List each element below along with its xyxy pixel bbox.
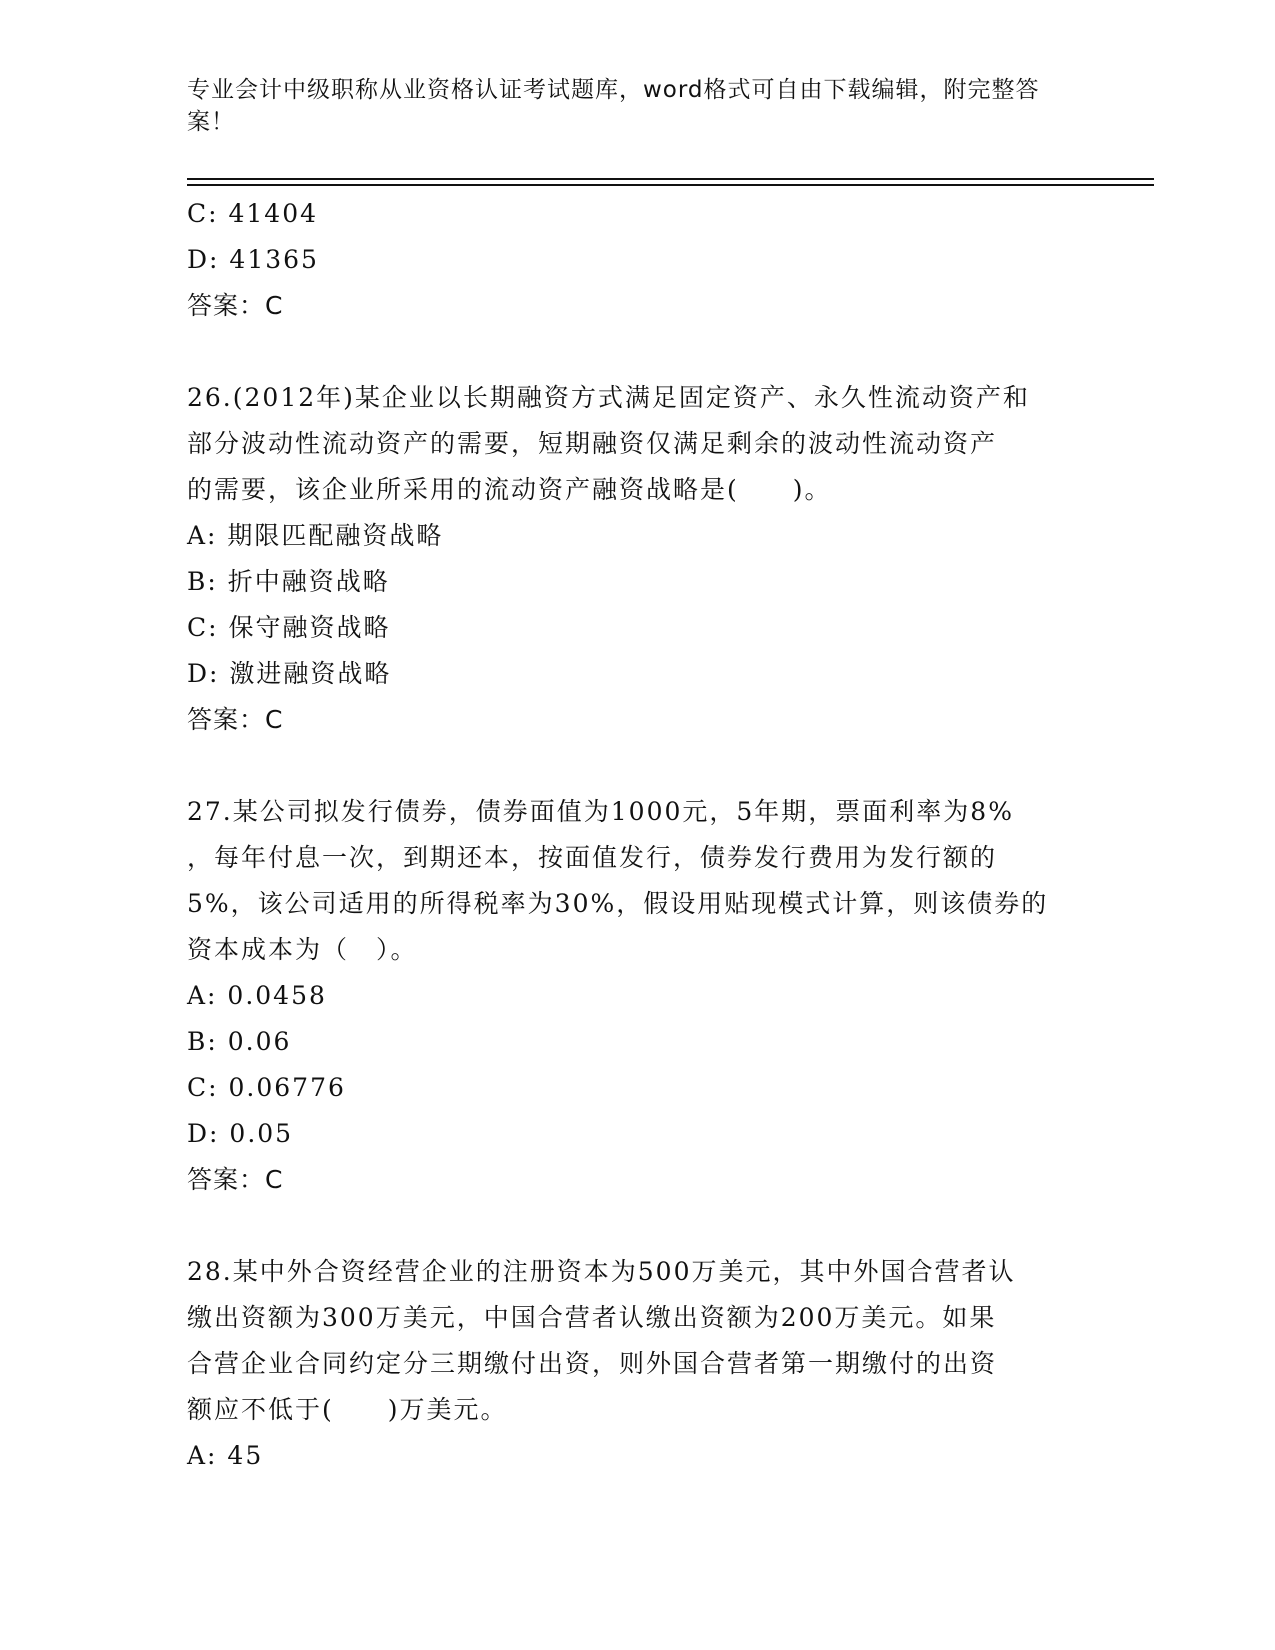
question-stem-line: 26.(2012年)某企业以长期融资方式满足固定资产、永久性流动资产和 [187,383,1030,412]
question-26 [187,375,1087,743]
question-27 [187,789,1087,1203]
document-body [187,191,1087,1479]
option-d: D: 0.05 [187,1119,294,1148]
option-a: A: 45 [187,1441,264,1470]
option-c: C: 保守融资战略 [187,613,391,642]
question-stem-line: 部分波动性流动资产的需要，短期融资仅满足剩余的波动性流动资产 [187,429,998,458]
header-rule [187,178,1154,180]
question-stem-line: 合营企业合同约定分三期缴付出资，则外国合营者第一期缴付的出资 [187,1349,998,1378]
question-stem-line: ，每年付息一次，到期还本，按面值发行，债券发行费用为发行额的 [187,843,998,872]
answer: 答案：C [187,705,284,734]
question-stem-line: 28.某中外合资经营企业的注册资本为500万美元，其中外国合营者认 [187,1257,1016,1286]
question-stem-line: 27.某公司拟发行债券，债券面值为1000元，5年期，票面利率为8% [187,797,1014,826]
question-stem-line: 的需要，该企业所采用的流动资产融资战略是( )。 [187,475,832,504]
header-rule [187,184,1154,186]
option-d: D: 激进融资战略 [187,659,392,688]
answer: 答案：C [187,1165,284,1194]
option-a: A: 0.0458 [187,981,327,1010]
option-c: C: 0.06776 [187,1073,346,1102]
question-28 [187,1249,1087,1479]
question-stem-line: 额应不低于( )万美元。 [187,1395,508,1424]
option-d: D: 41365 [187,245,319,274]
option-b: B: 0.06 [187,1027,292,1056]
continued-question [187,191,1087,329]
option-a: A: 期限匹配融资战略 [187,521,444,550]
question-stem-line: 5%，该公司适用的所得税率为30%，假设用贴现模式计算，则该债券的 [187,889,1049,918]
question-stem-line: 缴出资额为300万美元，中国合营者认缴出资额为200万美元。如果 [187,1303,997,1332]
answer: 答案：C [187,291,284,320]
page-header: 专业会计中级职称从业资格认证考试题库，word格式可自由下载编辑，附完整答案！ [187,77,1040,135]
option-b: B: 折中融资战略 [187,567,390,596]
question-stem-line: 资本成本为（ ）。 [187,935,418,964]
option-c: C: 41404 [187,199,319,228]
